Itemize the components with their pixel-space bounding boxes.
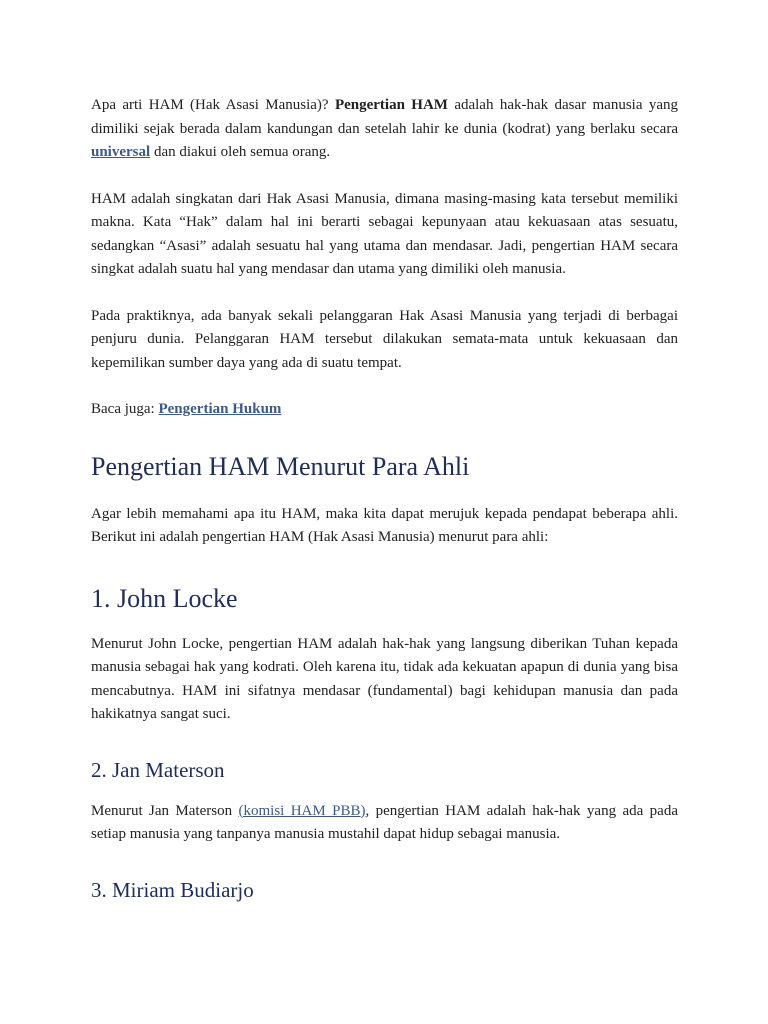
- intro-mid-text: adalah hak-hak dasar manusia yang dimiliki sejak berada dalam kandungan dan setelah lahir ke dunia (kodrat) yang berlaku secara: [91, 97, 679, 137]
- link-universal[interactable]: universal: [91, 144, 151, 160]
- heading-jan-materson: 2. Jan Materson: [91, 757, 225, 782]
- materson-lead-text: Menurut Jan Materson: [91, 802, 239, 819]
- paragraph-john-locke: Menurut John Locke, pengertian HAM adalah hak-hak yang langsung diberikan Tuhan kepada manusia sebagai hak yang kodrati. Oleh karena itu, tidak ada kekuatan apapun di dunia yang bisa mencabutnya. HAM ini sifatnya mendasar (fundamental) bagi kehidupan manusia dan pada hakikatnya sangat suci.: [91, 635, 678, 722]
- intro-lead-text: Apa arti HAM (Hak Asasi Manusia)?: [91, 97, 335, 113]
- article-body: [91, 94, 678, 920]
- paragraph-definition: HAM adalah singkatan dari Hak Asasi Manusia, dimana masing-masing kata tersebut memiliki makna. Kata “Hak” dalam hal ini berarti sebagai kepunyaan atau kekuasaan atas sesuatu, sedangkan “Asasi” adalah sesuatu hal yang utama dan mendasar. Jadi, pengertian HAM secara singkat adalah suatu hal yang mendasar dan utama yang dimiliki oleh manusia.: [91, 190, 678, 277]
- paragraph-intro-ham: [91, 94, 678, 165]
- bold-term-pengertian-ham: Pengertian HAM: [334, 97, 448, 113]
- read-also-line: [91, 398, 678, 422]
- link-pengertian-hukum[interactable]: Pengertian Hukum: [158, 401, 282, 417]
- materson-tail-text: , pengertian HAM adalah hak-hak yang ada pada setiap manusia yang tanpanya manusia mustahil dapat hidup sebagai manusia.: [91, 802, 678, 842]
- paragraph-jan-materson: [91, 800, 678, 847]
- paragraph-violations: Pada praktiknya, ada banyak sekali pelanggaran Hak Asasi Manusia yang terjadi di berbagai penjuru dunia. Pelanggaran HAM tersebut dilakukan semata-mata untuk kekuasaan dan kepemilikan sumber daya yang ada di suatu tempat.: [91, 307, 678, 371]
- intro-tail-text: dan diakui oleh semua orang.: [150, 144, 331, 160]
- heading-miriam-budiarjo: 3. Miriam Budiarjo: [91, 877, 254, 902]
- link-komisi-ham-pbb[interactable]: (komisi HAM PBB): [238, 802, 366, 819]
- read-also-label: Baca juga:: [91, 401, 159, 417]
- heading-john-locke: 1. John Locke: [91, 583, 238, 613]
- section-heading: Pengertian HAM Menurut Para Ahli: [91, 451, 470, 481]
- paragraph-experts-intro: Agar lebih memahami apa itu HAM, maka kita dapat merujuk kepada pendapat beberapa ahli. Berikut ini adalah pengertian HAM (Hak Asasi Manusia) menurut para ahli:: [91, 505, 678, 545]
